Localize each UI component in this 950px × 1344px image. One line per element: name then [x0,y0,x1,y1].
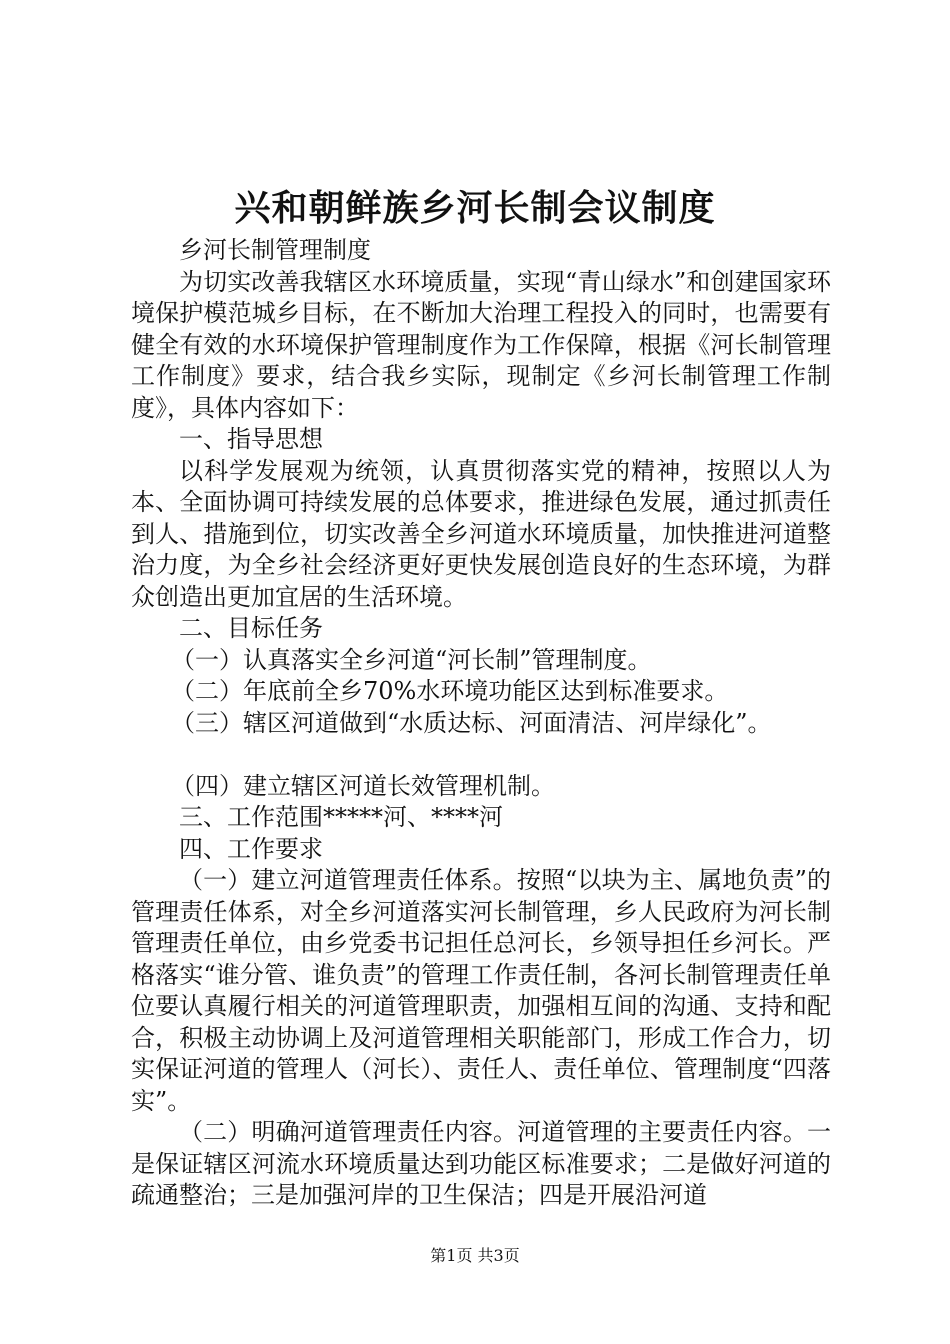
blank-line [131,739,831,771]
goal-item-1: （一）认真落实全乡河道“河长制”管理制度。 [171,645,652,674]
goal-item-3: （三）辖区河道做到“水质达标、河面清洁、河岸绿化”。 [171,708,772,737]
paragraph-subtitle: 乡河长制管理制度 [179,236,371,264]
goal-item-2: （二）年底前全乡70%水环境功能区达到标准要求。 [171,677,729,705]
document-title: 兴和朝鲜族乡河长制会议制度 [234,187,716,229]
document-body [131,235,831,1212]
page-footer: 第1页 共3页 [430,1246,520,1265]
section-heading-scope: 三、工作范围*****河、****河 [179,803,503,831]
section-heading-requirements: 四、工作要求 [179,834,323,863]
section-heading-goals: 二、目标任务 [179,614,323,642]
section-heading-guiding: 一、指导思想 [179,425,323,453]
goal-item-4: （四）建立辖区河道长效管理机制。 [171,771,555,800]
paragraph-intro: 为切实改善我辖区水环境质量，实现“青山绿水”和创建国家环境保护模范城乡目标，在不断加大治理工程投入的同时，也需要有健全有效的水环境保护管理制度作为工作保障，根据《河长制管理工作制度》要求，结合我乡实际，现制定《乡河长制管理工作制度》，具体内容如下： [131,267,831,422]
paragraph-guiding: 以科学发展观为统领，认真贯彻落实党的精神，按照以人为本、全面协调可持续发展的总体要求，推进绿色发展，通过抓责任到人、措施到位，切实改善全乡河道水环境质量，加快推进河道整治力度，为全乡社会经济更好更快发展创造良好的生态环境，为群众创造出更加宜居的生活环境。 [131,456,831,611]
requirement-item-2: （二）明确河道管理责任内容。河道管理的主要责任内容。一是保证辖区河流水环境质量达到功能区标准要求；二是做好河道的疏通整治；三是加强河岸的卫生保洁；四是开展沿河道 [131,1118,831,1209]
requirement-item-1: （一）建立河道管理责任体系。按照“以块为主、属地负责”的管理责任体系，对全乡河道落实河长制管理，乡人民政府为河长制管理责任单位，由乡党委书记担任总河长，乡领导担任乡河长。严格落实“谁分管、谁负责”的管理工作责任制，各河长制管理责任单位要认真履行相关的河道管理职责，加强相互间的沟通、支持和配合，积极主动协调上及河道管理相关职能部门，形成工作合力，切实保证河道的管理人（河长）、责任人、责任单位、管理制度“四落实”。 [131,866,831,1115]
